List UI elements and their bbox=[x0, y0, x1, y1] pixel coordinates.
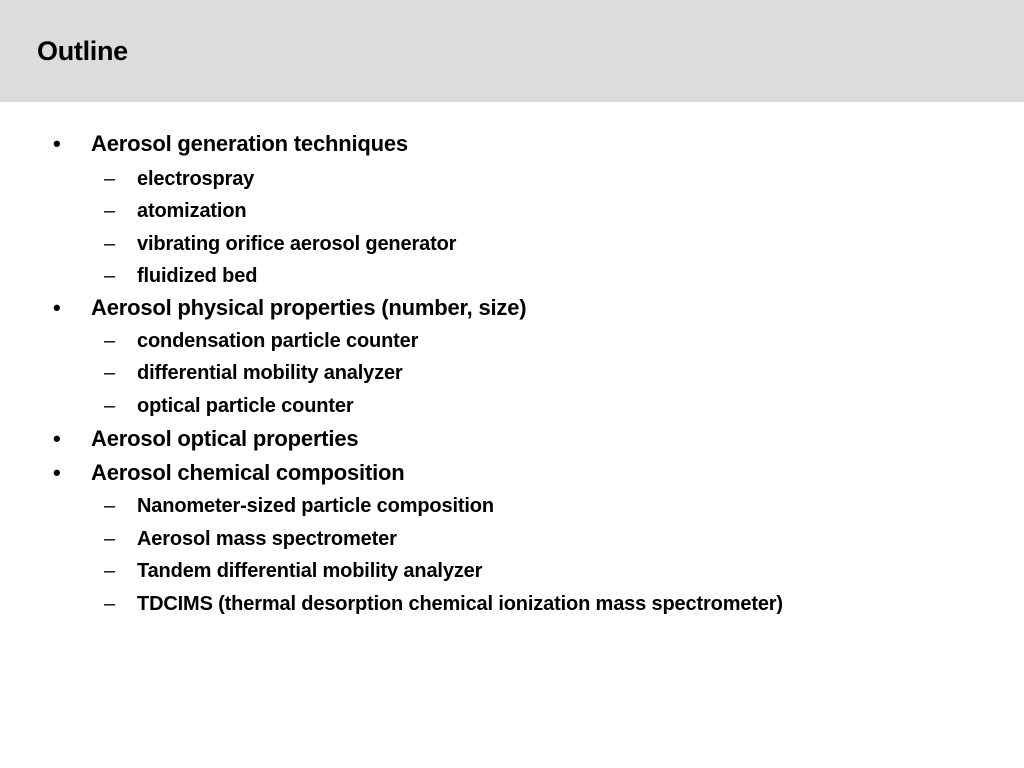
dash-icon: – bbox=[104, 200, 116, 222]
outline-item-text: Aerosol generation techniques bbox=[91, 131, 408, 156]
outline-subitem-text: vibrating orifice aerosol generator bbox=[137, 233, 457, 255]
slide-title: Outline bbox=[37, 36, 128, 66]
dash-icon: – bbox=[104, 168, 116, 190]
outline-subitem-text: atomization bbox=[137, 200, 247, 222]
outline-subitem-text: Tandem differential mobility analyzer bbox=[137, 560, 483, 582]
outline-item-text: Aerosol chemical composition bbox=[91, 460, 405, 485]
dash-icon: – bbox=[104, 560, 116, 582]
outline-item-text: Aerosol physical properties (number, size) bbox=[91, 295, 527, 320]
title-bar bbox=[0, 0, 1024, 102]
dash-icon: – bbox=[104, 395, 116, 417]
outline-subitem-text: Aerosol mass spectrometer bbox=[137, 528, 397, 550]
outline-subitem-text: electrospray bbox=[137, 168, 255, 190]
outline-subitem-text: differential mobility analyzer bbox=[137, 362, 403, 384]
dash-icon: – bbox=[104, 265, 116, 287]
dash-icon: – bbox=[104, 233, 116, 255]
bullet-icon: • bbox=[53, 295, 61, 320]
dash-icon: – bbox=[104, 593, 116, 615]
outline-subitem-text: condensation particle counter bbox=[137, 330, 419, 352]
outline-subitem-text: TDCIMS (thermal desorption chemical ionization mass spectrometer) bbox=[137, 593, 783, 615]
outline-subitem-text: optical particle counter bbox=[137, 395, 354, 417]
dash-icon: – bbox=[104, 495, 116, 517]
outline-subitem-text: fluidized bed bbox=[137, 265, 258, 287]
dash-icon: – bbox=[104, 330, 116, 352]
bullet-icon: • bbox=[53, 426, 61, 451]
dash-icon: – bbox=[104, 528, 116, 550]
outline-item-text: Aerosol optical properties bbox=[91, 426, 359, 451]
outline-subitem-text: Nanometer-sized particle composition bbox=[137, 495, 494, 517]
bullet-icon: • bbox=[53, 131, 61, 156]
dash-icon: – bbox=[104, 362, 116, 384]
bullet-icon: • bbox=[53, 460, 61, 485]
